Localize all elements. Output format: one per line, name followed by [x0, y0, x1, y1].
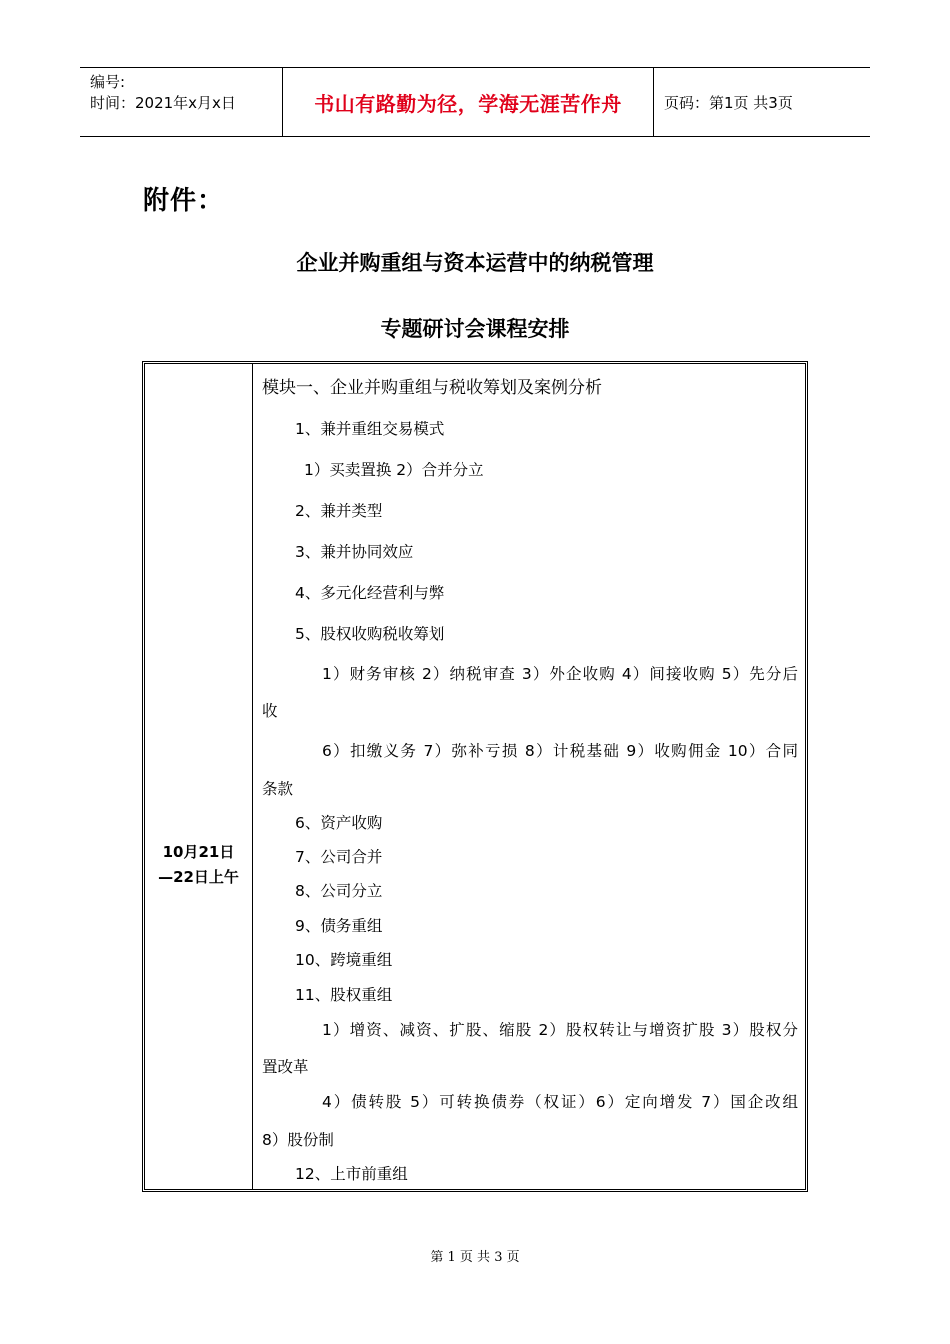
outline-item: 8、公司分立	[295, 882, 383, 900]
header-page-number: 页码：第1页 共3页	[664, 93, 793, 112]
outline-subitem: 1）买卖置换 2）合并分立	[304, 461, 484, 479]
attachment-label: 附件：	[143, 186, 225, 216]
outline-subitem: 1）财务审核 2）纳税审查 3）外企收购 4）间接收购 5）先分后	[322, 665, 798, 683]
outline-item: 5、股权收购税收筹划	[295, 625, 445, 643]
outline-subitem: 1）增资、减资、扩股、缩股 2）股权转让与增资扩股 3）股权分	[322, 1021, 798, 1039]
outline-item: 4、多元化经营利与弊	[295, 584, 445, 602]
outline-item: 9、债务重组	[295, 917, 383, 935]
module-title: 模块一、企业并购重组与税收筹划及案例分析	[262, 378, 602, 398]
outline-item: 3、兼并协同效应	[295, 543, 414, 561]
outline-item: 12、上市前重组	[295, 1165, 408, 1183]
table-column-divider	[252, 364, 253, 1189]
outline-item: 1、兼并重组交易模式	[295, 420, 445, 438]
outline-subitem-wrap: 收	[262, 702, 278, 720]
schedule-date-cell	[145, 840, 252, 890]
outline-subitem-wrap: 8）股份制	[262, 1131, 334, 1149]
document-header	[80, 67, 870, 137]
outline-item: 6、资产收购	[295, 814, 383, 832]
outline-item: 2、兼并类型	[295, 502, 383, 520]
header-divider	[653, 68, 654, 136]
schedule-date-start: 10月21日	[162, 843, 235, 861]
header-motto: 书山有路勤为径，学海无涯苦作舟	[314, 91, 622, 116]
header-meta	[90, 72, 282, 114]
time-label: 时间：2021年x月x日	[90, 94, 236, 112]
outline-item: 11、股权重组	[295, 986, 393, 1004]
outline-item: 10、跨境重组	[295, 951, 393, 969]
schedule-date-end: —22日上午	[158, 868, 239, 886]
outline-item: 7、公司合并	[295, 848, 383, 866]
outline-subitem-wrap: 条款	[262, 780, 294, 798]
outline-subitem: 4）债转股 5）可转换债券（权证）6）定向增发 7）国企改组	[322, 1093, 798, 1111]
page-footer: 第 1 页 共 3 页	[430, 1250, 520, 1265]
outline-subitem-wrap: 置改革	[262, 1058, 309, 1076]
document-subtitle: 专题研讨会课程安排	[380, 317, 570, 341]
document-title: 企业并购重组与资本运营中的纳税管理	[296, 251, 654, 275]
outline-subitem: 6）扣缴义务 7）弥补亏损 8）计税基础 9）收购佣金 10）合同	[322, 742, 798, 760]
schedule-table	[142, 361, 808, 1192]
serial-number-label: 编号:	[90, 73, 126, 91]
